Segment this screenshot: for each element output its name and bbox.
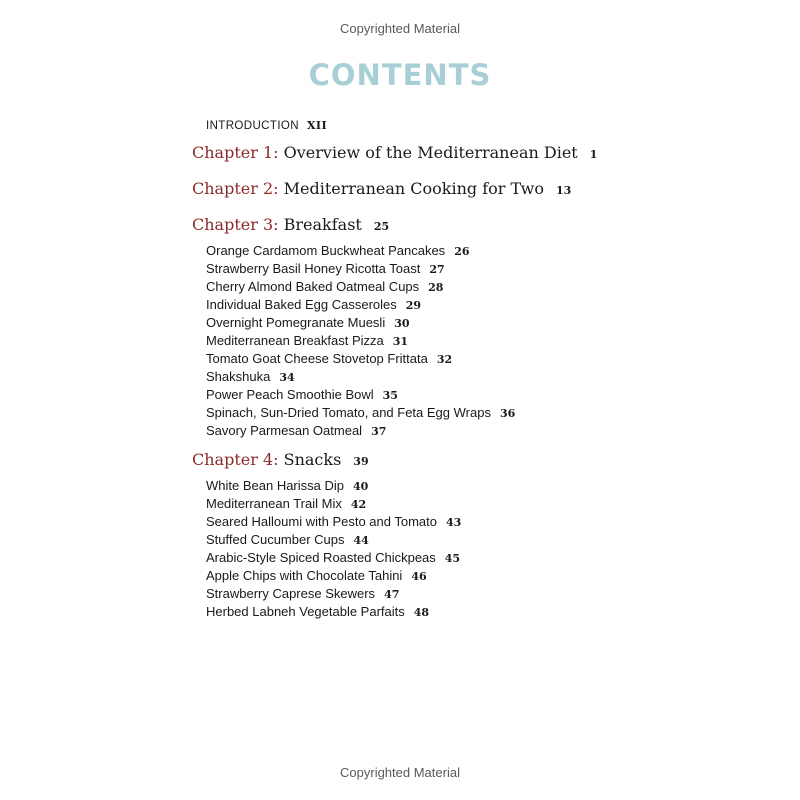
recipe-page: 26	[454, 245, 470, 258]
toc-recipe-item[interactable]	[206, 278, 515, 296]
chapter-page: 25	[373, 220, 390, 233]
toc-recipe-item[interactable]	[206, 404, 515, 422]
recipe-page: 27	[429, 263, 445, 276]
recipe-title: Individual Baked Egg Casseroles	[206, 297, 397, 312]
recipe-title: Overnight Pomegranate Muesli	[206, 315, 386, 330]
recipe-page: 36	[499, 407, 516, 420]
toc-recipe-item[interactable]	[206, 495, 461, 513]
toc-recipe-item[interactable]	[206, 296, 515, 314]
chapter-page: 39	[353, 455, 369, 468]
recipe-title: Mediterranean Trail Mix	[206, 496, 342, 511]
recipe-title: Cherry Almond Baked Oatmeal Cups	[206, 279, 420, 294]
chapter-label: Chapter 3:	[192, 215, 279, 234]
toc-recipe-item[interactable]	[206, 260, 515, 278]
recipe-title: Strawberry Caprese Skewers	[206, 586, 376, 601]
toc-recipe-item[interactable]	[206, 368, 515, 386]
recipe-page: 42	[350, 498, 367, 511]
toc-recipe-item[interactable]	[206, 350, 515, 368]
recipe-title: Stuffed Cucumber Cups	[206, 532, 345, 547]
recipe-title: Mediterranean Breakfast Pizza	[206, 333, 384, 348]
toc-chapter-2[interactable]	[192, 179, 571, 198]
copyright-footer: Copyrighted Material	[340, 765, 460, 780]
recipe-page: 30	[394, 317, 410, 330]
recipe-page: 28	[428, 281, 444, 294]
recipe-title: Power Peach Smoothie Bowl	[206, 387, 374, 402]
recipe-title: White Bean Harissa Dip	[206, 478, 344, 493]
recipe-page: 31	[392, 335, 409, 348]
chapter-label: Chapter 4:	[192, 450, 279, 469]
toc-recipe-item[interactable]	[206, 513, 461, 531]
recipe-page: 44	[353, 534, 369, 547]
recipe-title: Seared Halloumi with Pesto and Tomato	[206, 514, 437, 529]
toc-chapter-4[interactable]	[192, 450, 369, 469]
toc-introduction-label: INTRODUCTION	[206, 120, 299, 132]
recipe-title: Tomato Goat Cheese Stovetop Frittata	[206, 351, 428, 366]
toc-recipe-item[interactable]	[206, 332, 515, 350]
toc-recipe-list-snacks	[206, 477, 461, 621]
chapter-page: 13	[555, 184, 572, 197]
recipe-title: Strawberry Basil Honey Ricotta Toast	[206, 261, 421, 276]
toc-recipe-item[interactable]	[206, 585, 461, 603]
toc-recipe-item[interactable]	[206, 422, 515, 440]
recipe-title: Arabic-Style Spiced Roasted Chickpeas	[206, 550, 436, 565]
chapter-title: Overview of the Mediterranean Diet	[283, 143, 578, 162]
chapter-label: Chapter 1:	[192, 143, 279, 162]
toc-recipe-item[interactable]	[206, 386, 515, 404]
toc-recipe-item[interactable]	[206, 242, 515, 260]
toc-introduction[interactable]	[206, 119, 327, 132]
recipe-page: 46	[411, 570, 427, 583]
toc-recipe-item[interactable]	[206, 477, 461, 495]
toc-introduction-page: XII	[306, 119, 327, 132]
chapter-title: Snacks	[283, 450, 342, 469]
recipe-title: Herbed Labneh Vegetable Parfaits	[206, 604, 405, 619]
recipe-title: Spinach, Sun-Dried Tomato, and Feta Egg Wraps	[206, 405, 491, 420]
toc-recipe-item[interactable]	[206, 314, 515, 332]
recipe-page: 48	[413, 606, 430, 619]
recipe-title: Savory Parmesan Oatmeal	[206, 423, 363, 438]
toc-recipe-item[interactable]	[206, 603, 461, 621]
recipe-title: Orange Cardamom Buckwheat Pancakes	[206, 243, 446, 258]
recipe-page: 37	[371, 425, 387, 438]
recipe-page: 32	[436, 353, 453, 366]
toc-chapter-3[interactable]	[192, 215, 389, 234]
toc-recipe-item[interactable]	[206, 549, 461, 567]
chapter-title: Mediterranean Cooking for Two	[283, 179, 544, 198]
recipe-title: Shakshuka	[206, 369, 271, 384]
recipe-page: 45	[444, 552, 461, 565]
toc-chapter-1[interactable]	[192, 143, 597, 162]
recipe-page: 34	[279, 371, 295, 384]
page-title: CONTENTS	[308, 58, 492, 92]
recipe-page: 29	[405, 299, 422, 312]
chapter-title: Breakfast	[283, 215, 362, 234]
chapter-page: 1	[589, 148, 598, 161]
toc-recipe-list-breakfast	[206, 242, 515, 440]
chapter-label: Chapter 2:	[192, 179, 279, 198]
recipe-page: 35	[382, 389, 398, 402]
copyright-header: Copyrighted Material	[340, 21, 460, 36]
recipe-page: 40	[353, 480, 369, 493]
recipe-page: 47	[384, 588, 400, 601]
toc-recipe-item[interactable]	[206, 567, 461, 585]
toc-recipe-item[interactable]	[206, 531, 461, 549]
recipe-page: 43	[446, 516, 462, 529]
recipe-title: Apple Chips with Chocolate Tahini	[206, 568, 403, 583]
